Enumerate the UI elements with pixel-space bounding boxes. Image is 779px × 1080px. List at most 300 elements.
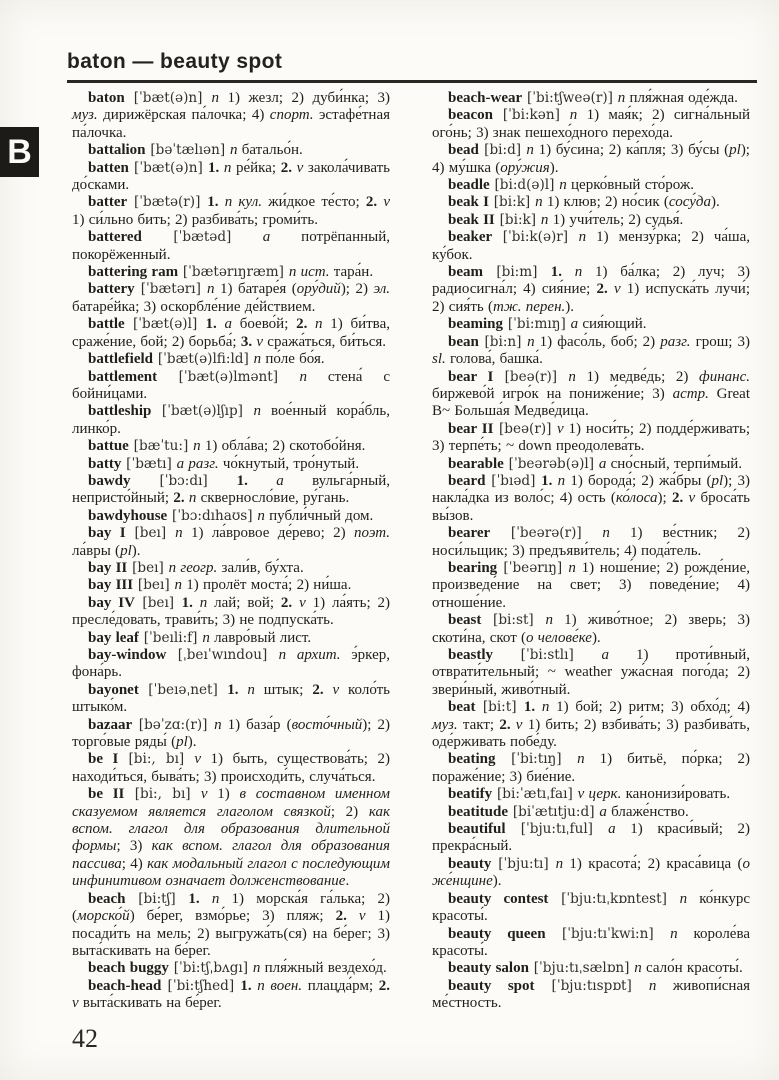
phonetic-transcription: [beı]	[127, 559, 169, 576]
dictionary-entry	[432, 612, 750, 647]
headword: bearable	[448, 455, 504, 472]
definition-text: 1) ноше́ние; 2) рожде́ние, произведе́ние на свет; 3) поведе́ние; 4) отноше́ние.	[432, 559, 750, 611]
grammar-label: v церк.	[577, 786, 622, 803]
definition-text: 1) носи́ть; 2) подде́рживать; 3) терпе́ть; ~ down преодолева́ть.	[432, 420, 750, 455]
definition-text: тара́н.	[329, 264, 374, 281]
grammar-label: n	[578, 229, 587, 246]
headword: bearing	[448, 559, 498, 576]
sense-number: 2.	[596, 281, 614, 298]
definition-text: коло́ть штыко́м.	[72, 681, 391, 716]
definition-text: боево́й;	[232, 316, 297, 333]
sense-number: 1.	[207, 159, 224, 176]
grammar-label: n	[617, 90, 626, 106]
grammar-label: в составном именном сказуемом является глаголом связкой	[72, 786, 390, 820]
definition-text: зали́в, бу́хта.	[217, 559, 304, 576]
phonetic-transcription: [beı]	[133, 577, 175, 594]
definition-text: ко́нкурс красоты́.	[432, 890, 750, 925]
headword: bay I	[88, 525, 126, 542]
grammar-label: v	[194, 751, 202, 768]
dictionary-entry	[72, 473, 390, 508]
definition-text: жи́дкое те́сто;	[261, 194, 366, 211]
dictionary-entry	[72, 577, 390, 594]
grammar-label: v	[296, 159, 304, 176]
sense-number: 1.	[523, 699, 542, 716]
sense-number: 1.	[236, 472, 277, 489]
grammar-label: n	[648, 977, 657, 994]
phonetic-transcription: [bi:tʃ]	[125, 890, 189, 907]
dictionary-entry	[432, 525, 750, 560]
page-number: 42	[72, 1024, 98, 1053]
grammar-label: ору́жия	[500, 159, 550, 176]
definition-text: ).	[187, 734, 197, 751]
grammar-label: n	[299, 368, 308, 385]
phonetic-transcription: [ˈbeərıŋ]	[497, 559, 569, 576]
grammar-label: муз.	[432, 716, 458, 733]
phonetic-transcription: [bi:st]	[481, 612, 546, 629]
dictionary-entry	[432, 456, 750, 473]
headword: battery	[88, 281, 135, 298]
headword: bawdy	[88, 472, 131, 489]
dictionary-entry	[72, 194, 390, 229]
definition-text: 1) жезл; 2) дуби́нка; 3)	[219, 90, 390, 106]
phonetic-transcription: [ˈbæt(ə)lfi:ld]	[153, 351, 254, 368]
grammar-label: a	[599, 803, 607, 820]
dictionary-entry	[72, 595, 390, 630]
phonetic-transcription: [ˈbi:kən]	[493, 107, 570, 124]
right-column	[432, 90, 750, 1013]
dictionary-entry	[432, 264, 750, 316]
definition-text: 1) си́льно бить; 2) разбива́ть; громи́ть.	[72, 211, 318, 228]
sense-number: 2.	[280, 159, 297, 176]
headword: bear II	[448, 420, 494, 437]
grammar-label: тж. перен.	[492, 298, 566, 315]
headword: beach-head	[88, 977, 162, 994]
grammar-label: a	[262, 229, 271, 246]
headword: beard	[448, 472, 486, 489]
dictionary-entry	[432, 334, 750, 369]
phonetic-transcription: [ˈbi:tʃˌbʌgı]	[168, 960, 253, 977]
dictionary-entry	[72, 456, 390, 473]
sense-number: 1.	[207, 194, 225, 211]
phonetic-transcription: [ˈbi:k(ə)r]	[492, 229, 579, 246]
headword: battered	[88, 229, 142, 246]
grammar-label: a разг.	[176, 455, 219, 472]
definition-text: 1) би́тва, сраже́ние, бой; 2) борьба́;	[72, 316, 390, 350]
definition-text: Great B~ Больша́я Медве́дица.	[432, 385, 750, 420]
grammar-label: n геогр.	[168, 559, 218, 576]
definition-text: по́ле бо́я.	[261, 351, 325, 368]
letter-thumb-tab	[0, 127, 39, 177]
dictionary-entry	[432, 751, 750, 786]
sense-number: 2.	[280, 594, 300, 611]
grammar-label: n	[602, 525, 610, 542]
phonetic-transcription: [bi:d]	[478, 142, 527, 159]
grammar-label: n	[535, 194, 543, 211]
phonetic-transcription: [ˌbeıˈwındou]	[166, 647, 279, 663]
definition-text: 1) мензу́рка; 2) ча́ша, ку́бок.	[432, 229, 750, 263]
grammar-label: n	[252, 960, 261, 977]
grammar-label: n кул.	[224, 194, 262, 211]
grammar-label: муз.	[72, 107, 98, 124]
grammar-label: n	[634, 960, 642, 977]
grammar-label: n	[315, 316, 323, 333]
grammar-label: v	[72, 995, 79, 1012]
definition-text: батаре́йка; 3) оскорбле́ние де́йствием.	[72, 298, 316, 315]
dictionary-entry	[432, 560, 750, 612]
dictionary-entry	[432, 821, 750, 856]
dictionary-entry	[72, 142, 390, 159]
grammar-label: v	[358, 908, 366, 925]
definition-text: ).	[565, 298, 575, 315]
dictionary-entry	[432, 856, 750, 891]
definition-text: скверносло́вие, ру́гань.	[196, 490, 350, 507]
headword: beaming	[448, 316, 504, 333]
dictionary-entry	[432, 107, 750, 142]
phonetic-transcription: [ˈbju:tıspɒt]	[534, 977, 649, 994]
dictionary-entry	[72, 90, 390, 142]
grammar-label: n	[555, 855, 564, 872]
definition-text: ); 3) накла́дка из воло́с; 4) ость (	[432, 472, 750, 507]
headword: beadle	[448, 177, 490, 194]
grammar-label: v	[556, 420, 564, 437]
headword: beauty	[448, 855, 492, 872]
grammar-label: n	[574, 264, 583, 281]
dictionary-entry	[432, 978, 750, 1013]
phonetic-transcription: [ˈbæt(ə)l]	[124, 316, 206, 333]
sense-number: 1.	[188, 890, 212, 907]
definition-text: 1) испуска́ть лучи́; 2) сия́ть (	[432, 281, 750, 315]
dictionary-entry	[432, 926, 750, 961]
grammar-label: sl.	[432, 351, 446, 368]
definition-text: 1) фасо́ль, боб; 2)	[534, 333, 661, 350]
guide-words: baton — beauty spot	[67, 50, 283, 73]
dictionary-entry	[432, 786, 750, 803]
headword: beat	[448, 699, 476, 716]
definition-text: сия́ющий.	[578, 316, 647, 333]
phonetic-transcription: [ˈbju:tıˌful]	[505, 821, 609, 838]
definition-text: сно́сный, терпи́мый.	[606, 455, 743, 472]
definition-text: ; 4)	[121, 855, 148, 872]
grammar-label: v	[299, 594, 306, 611]
dictionary-entry	[432, 960, 750, 977]
definition-text: короле́ва красоты́.	[432, 925, 751, 959]
headword: beating	[448, 751, 496, 768]
sense-number: 2.	[335, 908, 359, 925]
definition-text: 1) ве́стник; 2) носи́льщик; 3) предъяви́тель; 4) пода́тель.	[432, 525, 750, 559]
dictionary-entry	[432, 699, 750, 751]
phonetic-transcription: [bi:k]	[488, 194, 536, 211]
dictionary-entry	[432, 142, 750, 177]
definition-text: э́ркер, фона́рь.	[72, 647, 391, 681]
dictionary-entry	[432, 316, 750, 333]
grammar-label: n	[211, 890, 220, 907]
dictionary-entry	[72, 369, 390, 404]
definition-text: пля́жная оде́жда.	[625, 90, 738, 106]
grammar-label: n	[540, 211, 549, 228]
grammar-label: n	[229, 142, 238, 159]
headword: baton	[88, 90, 125, 106]
headword: beauty queen	[448, 925, 546, 942]
grammar-label: как вспом. глагол для образования длительной формы	[72, 803, 391, 855]
phonetic-transcription: [ˈbæt(ə)lʃıp]	[151, 403, 254, 420]
sense-number: 2.	[499, 716, 516, 733]
phonetic-transcription: [beə(r)]	[493, 420, 557, 437]
headword: bayonet	[88, 681, 139, 698]
phonetic-transcription: [ˈbju:tıˈkwi:n]	[545, 925, 671, 942]
definition-text: 1) батаре́я (	[214, 281, 297, 298]
definition-text: плацда́рм;	[302, 977, 379, 994]
dictionary-entry	[432, 473, 750, 525]
sense-number: 2.	[365, 194, 384, 211]
dictionary-entry	[72, 751, 390, 786]
phonetic-transcription: [ˈbɔ:dı]	[130, 472, 237, 489]
grammar-label: n	[670, 925, 678, 942]
definition-text: эстафе́тная па́лочка.	[72, 107, 390, 141]
grammar-label: n	[206, 281, 215, 298]
grammar-label: о же́нщине	[432, 855, 750, 890]
dictionary-entry	[72, 525, 390, 560]
grammar-label: n	[569, 107, 578, 124]
phonetic-transcription: [ˈbıəd]	[485, 472, 542, 489]
grammar-label: pl	[120, 542, 132, 559]
headword: batten	[88, 159, 129, 176]
headword: bead	[448, 142, 479, 159]
dictionary-entry	[432, 212, 750, 229]
grammar-label: n	[568, 368, 576, 385]
definition-text: лай; вой;	[207, 594, 281, 611]
definition-text: потрёпанный, покорёженный.	[72, 229, 390, 263]
dictionary-entry	[72, 438, 390, 455]
grammar-label: pl	[711, 472, 724, 489]
dictionary-entry	[72, 403, 390, 438]
grammar-label: v	[332, 681, 340, 698]
definition-text: .	[345, 873, 350, 890]
dictionary-entry	[432, 177, 750, 194]
phonetic-transcription: [bi:ˈætıˌfaı]	[492, 786, 578, 803]
headword: be II	[88, 786, 125, 803]
grammar-label: a	[570, 316, 579, 333]
dictionary-entry	[72, 647, 390, 682]
phonetic-transcription: [bəˈzɑ:(r)]	[132, 716, 215, 733]
definition-text: 1) медве́дь; 2)	[575, 368, 700, 385]
grammar-label: pl	[176, 734, 188, 751]
definition-text: 1) обла́ва; 2) скотобо́йня.	[200, 438, 366, 455]
phonetic-transcription: [ˈbæt(ə)lmənt]	[157, 368, 300, 385]
sense-number: 1.	[181, 594, 200, 611]
grammar-label: эл.	[373, 281, 390, 298]
headword: battlefield	[88, 351, 153, 368]
grammar-label: v	[613, 281, 621, 298]
grammar-label: разг.	[660, 333, 691, 350]
grammar-label: ко́лоса	[615, 490, 658, 507]
headword: beatify	[448, 786, 493, 803]
headword: bay II	[88, 559, 128, 576]
dictionary-entry	[72, 160, 390, 195]
header-rule	[67, 80, 757, 83]
grammar-label: pl	[729, 142, 741, 159]
grammar-label: v	[200, 786, 208, 803]
definition-text: 1) краси́вый; 2) прекра́сный.	[432, 821, 750, 855]
headword: beatitude	[448, 803, 508, 820]
definition-text: ).	[492, 873, 502, 890]
grammar-label: v	[383, 194, 390, 211]
dictionary-entry	[432, 369, 750, 421]
grammar-label: n	[568, 559, 576, 576]
grammar-label: v	[515, 716, 523, 733]
definition-text: ).	[591, 629, 601, 646]
grammar-label: астр.	[672, 385, 709, 402]
sense-number: 3.	[240, 333, 257, 350]
phonetic-transcription: [bi:, bı]	[118, 751, 195, 768]
definition-text: 1) быть, существова́ть; 2) находи́ться, быва́ть; 3) происходи́ть, случа́ться.	[72, 751, 390, 785]
definition-text: церко́вный сто́рож.	[566, 177, 694, 194]
grammar-label: поэт.	[354, 525, 391, 542]
phonetic-transcription: [ˈbeıli:f]	[138, 629, 203, 646]
headword: bawdyhouse	[88, 507, 168, 524]
headword: bazaar	[88, 716, 133, 733]
definition-text: дирижёрская па́лочка; 4)	[97, 107, 270, 124]
dictionary-entry	[72, 717, 390, 752]
dictionary-entry	[432, 229, 750, 264]
definition-text: 1) ла́ять; 2) пресле́довать, трави́ть; 3) не подпуска́ть.	[72, 594, 391, 629]
definition-text: броса́ть вы́зов.	[432, 490, 750, 524]
grammar-label: n	[199, 594, 208, 611]
headword: beam	[448, 264, 483, 281]
dictionary-entry	[72, 229, 390, 264]
grammar-label: a	[598, 455, 607, 472]
dictionary-entry	[72, 960, 390, 977]
dictionary-entry	[432, 90, 750, 107]
headword: battle	[88, 316, 125, 333]
sense-number: 1.	[550, 264, 575, 281]
dictionary-entry	[72, 560, 390, 577]
headword: bay III	[88, 577, 134, 594]
headword: beach	[88, 890, 126, 907]
grammar-label: n ист.	[288, 264, 330, 281]
grammar-label: n	[193, 438, 201, 455]
definition-text: ); 4) му́шка (	[432, 142, 750, 176]
grammar-label: a	[224, 316, 232, 333]
dictionary-entry	[432, 804, 750, 821]
phonetic-transcription: [bæˈtu:]	[128, 438, 194, 455]
phonetic-transcription: [ˈbætı]	[121, 455, 177, 472]
sense-number: 2.	[173, 490, 189, 507]
definition-text: ) бе́рег, взмо́рье; 3) пляж;	[129, 908, 336, 925]
grammar-label: n	[541, 699, 550, 716]
grammar-label: n	[174, 577, 182, 594]
grammar-label: n	[577, 751, 585, 768]
sense-number: 1.	[205, 316, 225, 333]
headword: beacon	[448, 107, 493, 124]
dictionary-entry	[432, 891, 750, 926]
phonetic-transcription: [ˈbætəd]	[141, 229, 263, 246]
dictionary-entry	[72, 891, 390, 961]
headword: batter	[88, 194, 128, 211]
definition-text: стена́ с бойни́цами.	[72, 368, 390, 402]
definition-text: );	[657, 490, 672, 507]
definition-text: 1) красота́; 2) краса́вица (	[563, 855, 743, 872]
grammar-label: n воен.	[257, 977, 303, 994]
definition-text: 1) бить; 2) взбива́ть; 3) разбива́ть, оде́рживать побе́ду.	[432, 716, 750, 751]
definition-text: ; 2)	[330, 803, 369, 820]
definition-text: ); 2)	[340, 281, 374, 298]
grammar-label: ору́дий	[296, 281, 341, 298]
grammar-label: a	[276, 472, 284, 489]
phonetic-transcription: [ˈbæt(ə)n]	[124, 90, 212, 106]
phonetic-transcription: [ˈbætə(r)]	[127, 194, 208, 211]
headword: bay-window	[88, 647, 167, 663]
headword: be I	[88, 751, 119, 768]
definition-text: 1) бой; 2) ритм; 3) обхо́д; 4)	[549, 699, 750, 716]
phonetic-transcription: [beı]	[125, 525, 176, 542]
definition-text: ре́йка;	[231, 159, 281, 176]
headword: battleship	[88, 403, 152, 420]
grammar-label: n	[559, 177, 567, 194]
dictionary-entry	[72, 682, 390, 717]
definition-text: 1) проти́вный, отврати́тельный; ~ weather ужа́сная пого́да; 2) звери́ный, живо́тный.	[432, 647, 750, 698]
definition-text: ).	[131, 542, 141, 559]
dictionary-entry	[72, 786, 390, 890]
dictionary-entry	[432, 421, 750, 456]
phonetic-transcription: [bi:n]	[478, 333, 528, 350]
grammar-label: a	[601, 647, 609, 663]
grammar-label: как вспом. глагол для образования пассива	[72, 838, 390, 872]
grammar-label: n	[253, 351, 262, 368]
phonetic-transcription: [ˈbɔ:dıhaʊs]	[167, 507, 258, 524]
grammar-label: n	[253, 403, 262, 420]
definition-text: 1) битьё, по́рка; 2) пораже́ние; 3) бие́ние.	[432, 751, 750, 785]
grammar-label: v	[256, 333, 264, 350]
left-column	[72, 90, 390, 1013]
definition-text: батальо́н.	[237, 142, 303, 159]
grammar-label: n	[247, 681, 255, 698]
headword: bean	[448, 333, 479, 350]
dictionary-entry	[72, 351, 390, 368]
definition-text: блаже́нство.	[606, 803, 689, 820]
definition-text: чо́кнутый, тро́нутый.	[218, 455, 360, 472]
headword: beauty spot	[448, 977, 535, 994]
definition-text: вульга́рный, непристо́йный;	[72, 472, 390, 507]
definition-text: вое́нный кора́бль, линко́р.	[72, 403, 390, 437]
phonetic-transcription: [ˈbju:tıˌkɒntest]	[548, 890, 680, 907]
dictionary-entry	[432, 647, 750, 699]
sense-number: 2.	[378, 977, 390, 994]
phonetic-transcription: [bi:k]	[494, 211, 541, 228]
grammar-label: n	[527, 333, 535, 350]
headword: beach buggy	[88, 960, 169, 977]
phonetic-transcription: [ˈbju:tı]	[491, 855, 556, 872]
definition-text: 1) посади́ть на мель; 2) выгружа́ть(ся) на бе́рег; 3) выта́скивать на бе́рег.	[72, 908, 390, 959]
phonetic-transcription: [biˈætıtju:d]	[508, 803, 600, 820]
headword: beach-wear	[448, 90, 523, 106]
headword: bear I	[448, 368, 494, 385]
definition-text: 1) морска́я га́лька; 2) (	[72, 890, 390, 925]
grammar-label: n	[257, 507, 265, 524]
definition-text: 1) пролёт моста́; 2) ни́ша.	[181, 577, 352, 594]
definition-text: биржево́й игро́к на пониже́ние; 3)	[432, 385, 673, 402]
definition-text: ).	[549, 159, 559, 176]
grammar-label: n	[175, 525, 183, 542]
grammar-label: сосу́да	[668, 194, 711, 211]
phonetic-transcription: [ˈbi:tʃweə(r)]	[522, 90, 618, 106]
definition-text: ; 3)	[116, 838, 152, 855]
definition-text: 1) клюв; 2) но́сик (	[542, 194, 669, 211]
phonetic-transcription: [bi:m]	[483, 264, 551, 281]
definition-text: живопи́сная ме́стность.	[432, 977, 751, 1012]
headword: bay IV	[88, 594, 135, 611]
grammar-label: спорт.	[269, 107, 314, 124]
grammar-label: n	[679, 890, 688, 907]
